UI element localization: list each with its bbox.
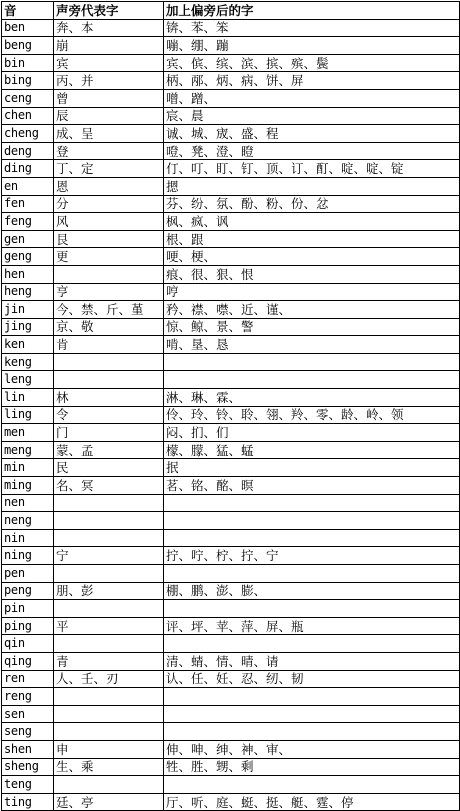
table-row	[2, 740, 460, 758]
table-row	[2, 617, 460, 635]
cell-sound: ken	[2, 336, 54, 354]
cell-sound: peng	[2, 582, 54, 600]
header-row	[2, 2, 460, 20]
cell-phonetic-component	[54, 353, 164, 371]
table-row	[2, 565, 460, 583]
cell-derived-characters: 宸、晨	[164, 107, 460, 125]
cell-sound: chen	[2, 107, 54, 125]
phonetic-table	[1, 1, 460, 811]
header-sound: 音	[2, 2, 54, 20]
cell-phonetic-component	[54, 776, 164, 794]
cell-phonetic-component: 门	[54, 424, 164, 442]
cell-phonetic-component	[54, 688, 164, 706]
cell-derived-characters: 柄、邴、炳、病、饼、屏	[164, 72, 460, 90]
cell-derived-characters: 认、任、妊、忍、纫、韧	[164, 670, 460, 688]
table-row	[2, 248, 460, 266]
table-row	[2, 125, 460, 143]
cell-derived-characters: 摁	[164, 177, 460, 195]
cell-sound: ling	[2, 406, 54, 424]
cell-derived-characters: 矜、襟、噤、近、谨、	[164, 301, 460, 319]
cell-sound: nen	[2, 494, 54, 512]
cell-sound: cheng	[2, 125, 54, 143]
cell-derived-characters: 仃、叮、盯、钉、顶、订、酊、啶、啶、锭	[164, 160, 460, 178]
table-row	[2, 441, 460, 459]
cell-sound: pen	[2, 565, 54, 583]
cell-derived-characters: 惊、鲸、景、警	[164, 318, 460, 336]
cell-sound: fen	[2, 195, 54, 213]
cell-phonetic-component: 风	[54, 213, 164, 231]
cell-sound: ben	[2, 19, 54, 37]
cell-sound: qing	[2, 652, 54, 670]
cell-derived-characters	[164, 688, 460, 706]
cell-phonetic-component: 亨	[54, 283, 164, 301]
cell-derived-characters: 芬、纷、氛、酚、粉、份、忿	[164, 195, 460, 213]
cell-phonetic-component	[54, 265, 164, 283]
cell-phonetic-component: 京、敬	[54, 318, 164, 336]
cell-derived-characters: 噌、蹭、	[164, 89, 460, 107]
table-row	[2, 213, 460, 231]
table-row	[2, 371, 460, 389]
table-row	[2, 195, 460, 213]
table-row	[2, 265, 460, 283]
table-row	[2, 705, 460, 723]
cell-derived-characters	[164, 353, 460, 371]
cell-phonetic-component: 申	[54, 740, 164, 758]
cell-phonetic-component: 宁	[54, 547, 164, 565]
cell-phonetic-component	[54, 494, 164, 512]
cell-derived-characters: 哽、梗、	[164, 248, 460, 266]
cell-sound: qin	[2, 635, 54, 653]
cell-sound: sen	[2, 705, 54, 723]
cell-sound: neng	[2, 512, 54, 530]
cell-sound: sheng	[2, 758, 54, 776]
cell-sound: beng	[2, 37, 54, 55]
cell-derived-characters: 枫、疯、讽	[164, 213, 460, 231]
cell-derived-characters: 拧、咛、柠、拧、宁	[164, 547, 460, 565]
table-row	[2, 424, 460, 442]
table-row	[2, 177, 460, 195]
table-row	[2, 670, 460, 688]
table-row	[2, 142, 460, 160]
table-row	[2, 512, 460, 530]
table-row	[2, 89, 460, 107]
cell-sound: meng	[2, 441, 54, 459]
header-derived-characters: 加上偏旁后的字	[164, 2, 460, 20]
cell-derived-characters: 闷、扪、们	[164, 424, 460, 442]
cell-sound: ren	[2, 670, 54, 688]
cell-derived-characters: 牲、胜、甥、剩	[164, 758, 460, 776]
table-row	[2, 72, 460, 90]
cell-sound: reng	[2, 688, 54, 706]
cell-derived-characters: 评、坪、苹、萍、屏、瓶	[164, 617, 460, 635]
cell-phonetic-component: 林	[54, 389, 164, 407]
cell-sound: jing	[2, 318, 54, 336]
cell-sound: keng	[2, 353, 54, 371]
cell-derived-characters: 茗、铭、酩、暝	[164, 477, 460, 495]
cell-derived-characters: 抿	[164, 459, 460, 477]
cell-phonetic-component: 廷、亭	[54, 793, 164, 811]
cell-derived-characters: 清、蜻、情、晴、请	[164, 652, 460, 670]
cell-sound: men	[2, 424, 54, 442]
cell-phonetic-component: 人、壬、刃	[54, 670, 164, 688]
cell-phonetic-component	[54, 705, 164, 723]
cell-sound: leng	[2, 371, 54, 389]
cell-sound: en	[2, 177, 54, 195]
cell-derived-characters	[164, 635, 460, 653]
table-row	[2, 723, 460, 741]
cell-derived-characters: 根、跟	[164, 230, 460, 248]
cell-phonetic-component: 朋、彭	[54, 582, 164, 600]
cell-sound: bin	[2, 54, 54, 72]
table-row	[2, 776, 460, 794]
cell-sound: teng	[2, 776, 54, 794]
cell-phonetic-component: 丙、并	[54, 72, 164, 90]
cell-derived-characters: 噔、凳、澄、瞪	[164, 142, 460, 160]
cell-derived-characters: 伸、呻、绅、神、审、	[164, 740, 460, 758]
table-row	[2, 107, 460, 125]
table-row	[2, 635, 460, 653]
cell-derived-characters: 痕、很、狠、恨	[164, 265, 460, 283]
cell-derived-characters: 淋、琳、霖、	[164, 389, 460, 407]
table-row	[2, 389, 460, 407]
cell-phonetic-component: 民	[54, 459, 164, 477]
cell-sound: ting	[2, 793, 54, 811]
table-row	[2, 600, 460, 618]
cell-phonetic-component: 名、冥	[54, 477, 164, 495]
table-row	[2, 318, 460, 336]
cell-phonetic-component: 登	[54, 142, 164, 160]
cell-derived-characters: 伶、玲、铃、聆、翎、羚、零、龄、岭、领	[164, 406, 460, 424]
table-row	[2, 477, 460, 495]
cell-sound: ming	[2, 477, 54, 495]
cell-derived-characters: 锛、苯、笨	[164, 19, 460, 37]
cell-sound: gen	[2, 230, 54, 248]
table-row	[2, 301, 460, 319]
header-phonetic-component: 声旁代表字	[54, 2, 164, 20]
cell-derived-characters	[164, 600, 460, 618]
cell-phonetic-component: 生、乘	[54, 758, 164, 776]
cell-phonetic-component: 辰	[54, 107, 164, 125]
table-row	[2, 494, 460, 512]
cell-sound: shen	[2, 740, 54, 758]
cell-sound: jin	[2, 301, 54, 319]
cell-phonetic-component: 分	[54, 195, 164, 213]
table-row	[2, 688, 460, 706]
cell-phonetic-component	[54, 512, 164, 530]
cell-sound: ceng	[2, 89, 54, 107]
table-row	[2, 652, 460, 670]
cell-phonetic-component	[54, 529, 164, 547]
table-row	[2, 459, 460, 477]
cell-phonetic-component: 更	[54, 248, 164, 266]
cell-phonetic-component: 肯	[54, 336, 164, 354]
table-row	[2, 37, 460, 55]
cell-derived-characters: 啃、垦、恳	[164, 336, 460, 354]
table-body	[2, 19, 460, 811]
cell-sound: min	[2, 459, 54, 477]
cell-phonetic-component: 蒙、孟	[54, 441, 164, 459]
cell-derived-characters	[164, 371, 460, 389]
table-row	[2, 54, 460, 72]
cell-derived-characters: 诚、城、宬、盛、程	[164, 125, 460, 143]
cell-phonetic-component: 宾	[54, 54, 164, 72]
cell-derived-characters	[164, 512, 460, 530]
cell-derived-characters: 宾、傧、缤、滨、摈、殡、鬓	[164, 54, 460, 72]
cell-phonetic-component	[54, 565, 164, 583]
table-row	[2, 230, 460, 248]
cell-sound: nin	[2, 529, 54, 547]
cell-phonetic-component: 曾	[54, 89, 164, 107]
cell-sound: ding	[2, 160, 54, 178]
cell-sound: ping	[2, 617, 54, 635]
cell-phonetic-component: 今、禁、斤、堇	[54, 301, 164, 319]
cell-sound: deng	[2, 142, 54, 160]
cell-sound: seng	[2, 723, 54, 741]
cell-sound: lin	[2, 389, 54, 407]
cell-phonetic-component	[54, 723, 164, 741]
table-row	[2, 793, 460, 811]
cell-phonetic-component	[54, 635, 164, 653]
table-row	[2, 19, 460, 37]
cell-phonetic-component: 艮	[54, 230, 164, 248]
cell-phonetic-component: 崩	[54, 37, 164, 55]
cell-phonetic-component: 成、呈	[54, 125, 164, 143]
table-row	[2, 353, 460, 371]
table-row	[2, 582, 460, 600]
cell-sound: geng	[2, 248, 54, 266]
table-row	[2, 283, 460, 301]
cell-phonetic-component: 平	[54, 617, 164, 635]
cell-phonetic-component	[54, 600, 164, 618]
table-row	[2, 160, 460, 178]
cell-derived-characters	[164, 723, 460, 741]
cell-phonetic-component	[54, 371, 164, 389]
cell-derived-characters: 哼	[164, 283, 460, 301]
cell-derived-characters: 棚、鹏、澎、膨、	[164, 582, 460, 600]
cell-sound: pin	[2, 600, 54, 618]
cell-phonetic-component: 奔、本	[54, 19, 164, 37]
cell-sound: ning	[2, 547, 54, 565]
table-row	[2, 529, 460, 547]
table-row	[2, 406, 460, 424]
cell-sound: feng	[2, 213, 54, 231]
cell-derived-characters: 檬、朦、猛、蜢	[164, 441, 460, 459]
cell-derived-characters	[164, 494, 460, 512]
cell-sound: hen	[2, 265, 54, 283]
cell-phonetic-component: 恩	[54, 177, 164, 195]
cell-derived-characters	[164, 705, 460, 723]
table-row	[2, 547, 460, 565]
cell-derived-characters	[164, 776, 460, 794]
table-row	[2, 758, 460, 776]
cell-derived-characters: 厅、听、庭、蜓、挺、艇、霆、停	[164, 793, 460, 811]
cell-phonetic-component: 青	[54, 652, 164, 670]
cell-sound: bing	[2, 72, 54, 90]
cell-derived-characters	[164, 565, 460, 583]
cell-derived-characters	[164, 529, 460, 547]
cell-phonetic-component: 丁、定	[54, 160, 164, 178]
cell-sound: heng	[2, 283, 54, 301]
cell-derived-characters: 嘣、绷、蹦	[164, 37, 460, 55]
table-row	[2, 336, 460, 354]
cell-phonetic-component: 令	[54, 406, 164, 424]
